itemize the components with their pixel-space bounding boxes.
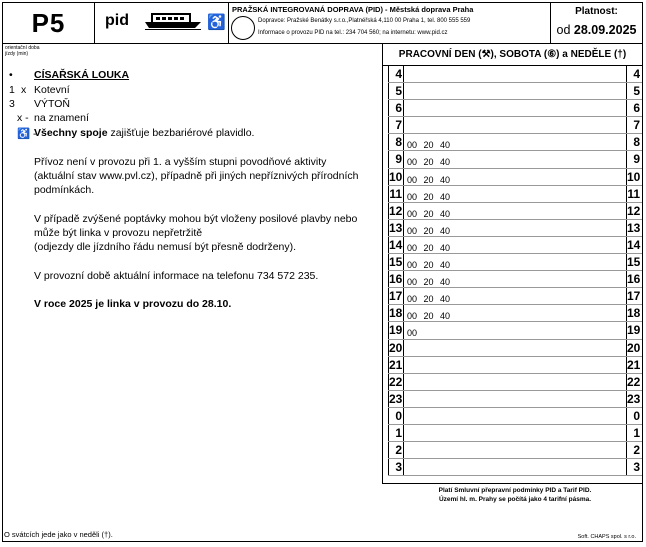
hour-label-right: 5 — [626, 83, 642, 99]
hour-label-right: 11 — [627, 186, 640, 201]
hour-label: 21 — [389, 357, 403, 372]
hour-label: 17 — [389, 289, 403, 304]
note-line: V případě zvýšené poptávky mohou být vloženy posilové plavby nebo — [34, 213, 358, 225]
divider — [382, 483, 642, 484]
note-line: podmínkách. — [34, 184, 95, 196]
hour-label-right: 22 — [627, 374, 641, 389]
departure-minutes: 00 20 40 — [407, 208, 451, 219]
tariff-note-line: Platí Smluvní přepravní podmínky PID a Tarif PID. — [438, 487, 592, 494]
hour-label-right: 1 — [626, 425, 642, 441]
timetable-row — [388, 442, 642, 459]
hour-label: 10 — [389, 169, 403, 184]
hour-label-right: 17 — [627, 289, 641, 304]
hour-label: 9 — [388, 151, 404, 167]
hour-label: 5 — [388, 83, 404, 99]
departure-minutes: 00 20 40 — [407, 140, 451, 151]
departure-minutes: 00 20 40 — [407, 157, 451, 168]
orientation-label-line: orientační doba — [5, 45, 40, 51]
note-line: V roce 2025 je linka v provozu do 28.10. — [34, 298, 232, 310]
hour-label: 11 — [389, 186, 402, 201]
holiday-note: O svátcích jede jako v neděli (†). — [4, 530, 113, 539]
hour-label: 3 — [388, 459, 404, 475]
timetable-row — [388, 100, 642, 117]
hour-label-right: 12 — [627, 203, 641, 218]
stop-time: 3 — [9, 98, 15, 110]
hour-label: 20 — [389, 340, 403, 355]
hour-label-right: 6 — [626, 100, 642, 116]
timetable-row — [388, 357, 642, 374]
timetable-row — [388, 408, 642, 425]
timetable-row — [388, 391, 642, 408]
operator-logo-icon — [231, 16, 255, 40]
timetable-row — [388, 340, 642, 357]
orientation-label-line: jízdy (min) — [5, 50, 29, 57]
hour-label: 0 — [388, 408, 404, 424]
note-phone — [34, 269, 318, 283]
timetable-row — [388, 459, 642, 476]
hour-label-right: 23 — [627, 391, 641, 406]
software-credit: Soft. CHAPS spol. s r.o. — [577, 534, 636, 540]
operator-info — [229, 3, 551, 43]
hour-label-right: 9 — [626, 151, 642, 167]
timetable-row — [388, 288, 642, 305]
timetable-row — [388, 203, 642, 220]
hour-label-right: 3 — [626, 459, 642, 475]
note-line: může být linka v provozu nepřetržitě — [34, 227, 203, 239]
hour-label: 6 — [388, 100, 404, 116]
departure-minutes: 00 20 40 — [407, 311, 451, 322]
hour-label-right: 13 — [627, 220, 641, 235]
legend-rest: zajišťuje bezbariérové plavidlo. — [107, 127, 255, 139]
validity — [551, 3, 642, 43]
validity-date-value: 28.09.2025 — [573, 23, 637, 37]
hour-label: 22 — [389, 374, 403, 389]
note-flood — [34, 155, 358, 197]
timetable-heading: PRACOVNÍ DEN (⚒), SOBOTA (⑥) a NEDĚLE (†) — [382, 44, 642, 66]
timetable-row — [388, 117, 642, 134]
legend-text: na znamení — [34, 112, 89, 124]
pid-logo: pid — [105, 12, 129, 29]
tariff-note — [388, 486, 642, 504]
timetable-row — [388, 374, 642, 391]
timetable-row — [388, 151, 642, 168]
hour-label-right: 20 — [627, 340, 641, 355]
departure-minutes: 00 20 40 — [407, 191, 451, 202]
operator-line: Dopravce: Pražské Benátky s.r.o.,Platnéřská 4,110 00 Praha 1, tel. 800 555 559 — [258, 18, 471, 24]
line-number: P5 — [3, 3, 95, 43]
timetable-row — [388, 186, 642, 203]
hour-label-right: 18 — [627, 306, 641, 321]
hour-label-right: 2 — [626, 442, 642, 458]
timetable-row — [388, 322, 642, 339]
timetable-row — [388, 66, 642, 83]
note-line: (odjezdy dle jízdního řádu nemusí být přesně dodrženy). — [34, 241, 297, 253]
timetable-row — [388, 83, 642, 100]
stop-time: • — [9, 69, 13, 81]
hour-label: 18 — [389, 306, 403, 321]
validity-date — [551, 23, 642, 37]
timetable-grid — [388, 66, 642, 476]
legend-text — [34, 127, 254, 139]
hour-label-right: 15 — [627, 255, 641, 270]
hour-label-right: 16 — [627, 272, 641, 287]
hour-label-right: 19 — [627, 323, 641, 338]
timetable-row — [388, 425, 642, 442]
hour-label: 12 — [389, 203, 403, 218]
hour-label-right: 21 — [627, 357, 641, 372]
hour-label: 19 — [389, 323, 403, 338]
validity-prefix: od — [556, 23, 571, 37]
timetable-row — [388, 254, 642, 271]
hour-label: 2 — [388, 442, 404, 458]
tariff-note-line: Území hl. m. Prahy se počítá jako 4 tarifní pásma. — [438, 496, 592, 503]
note-season — [34, 297, 231, 311]
hour-label: 13 — [389, 220, 403, 235]
legend-symbol: ♿ - — [17, 128, 37, 140]
timetable-sheet — [2, 2, 643, 542]
hour-label: 16 — [389, 272, 403, 287]
departure-minutes: 00 — [407, 328, 418, 339]
hour-label: 23 — [389, 391, 403, 406]
timetable-row — [388, 169, 642, 186]
note-line: (aktuální stav www.pvl.cz), případně při jiných nepříznivých přírodních — [34, 170, 359, 182]
stop-name: VÝTOŇ — [34, 98, 70, 110]
hour-label: 15 — [389, 255, 403, 270]
departure-minutes: 00 20 40 — [407, 242, 451, 253]
hour-label: 4 — [388, 66, 404, 82]
timetable-row — [388, 134, 642, 151]
departure-minutes: 00 20 40 — [407, 225, 451, 236]
system-title: PRAŽSKÁ INTEGROVANÁ DOPRAVA (PID) - Městská doprava Praha — [232, 5, 474, 14]
timetable-row — [388, 237, 642, 254]
departure-minutes: 00 20 40 — [407, 294, 451, 305]
stop-time: 1 — [9, 84, 15, 96]
header — [3, 3, 642, 44]
timetable-row — [388, 305, 642, 322]
departure-minutes: 00 20 40 — [407, 174, 451, 185]
hour-label: 7 — [388, 117, 404, 133]
hour-label: 14 — [389, 237, 403, 252]
validity-label: Platnost: — [575, 6, 618, 17]
hour-label-right: 0 — [626, 408, 642, 424]
hour-label: 1 — [388, 425, 404, 441]
timetable-row — [388, 271, 642, 288]
note-line: Přívoz není v provozu při 1. a vyšším stupni povodňové aktivity — [34, 156, 327, 168]
timetable-row — [388, 220, 642, 237]
pid-branding — [95, 3, 229, 43]
ferry-icon — [145, 12, 201, 32]
stop-name: Kotevní — [34, 84, 70, 96]
note-demand — [34, 212, 357, 254]
hour-label-right: 4 — [626, 66, 642, 82]
legend-symbol: x - — [17, 112, 29, 124]
orientation-label — [5, 46, 39, 57]
info-line: Informace o provozu PID na tel.: 234 704 560; na internetu: www.pid.cz — [258, 30, 448, 36]
hour-label-right: 7 — [626, 117, 642, 133]
hour-label-right: 10 — [627, 169, 641, 184]
hour-label-right: 8 — [626, 134, 642, 150]
hour-label: 8 — [388, 134, 404, 150]
departure-minutes: 00 20 40 — [407, 260, 451, 271]
divider — [382, 66, 383, 484]
hour-label-right: 14 — [627, 237, 641, 252]
legend-bold: Všechny spoje — [34, 127, 108, 139]
wheelchair-icon: ♿ — [207, 14, 226, 31]
note-line: V provozní době aktuální informace na telefonu 734 572 235. — [34, 270, 319, 282]
stop-name-current: CÍSAŘSKÁ LOUKA — [34, 69, 130, 81]
stop-flag: x — [21, 84, 27, 96]
departure-minutes: 00 20 40 — [407, 277, 451, 288]
